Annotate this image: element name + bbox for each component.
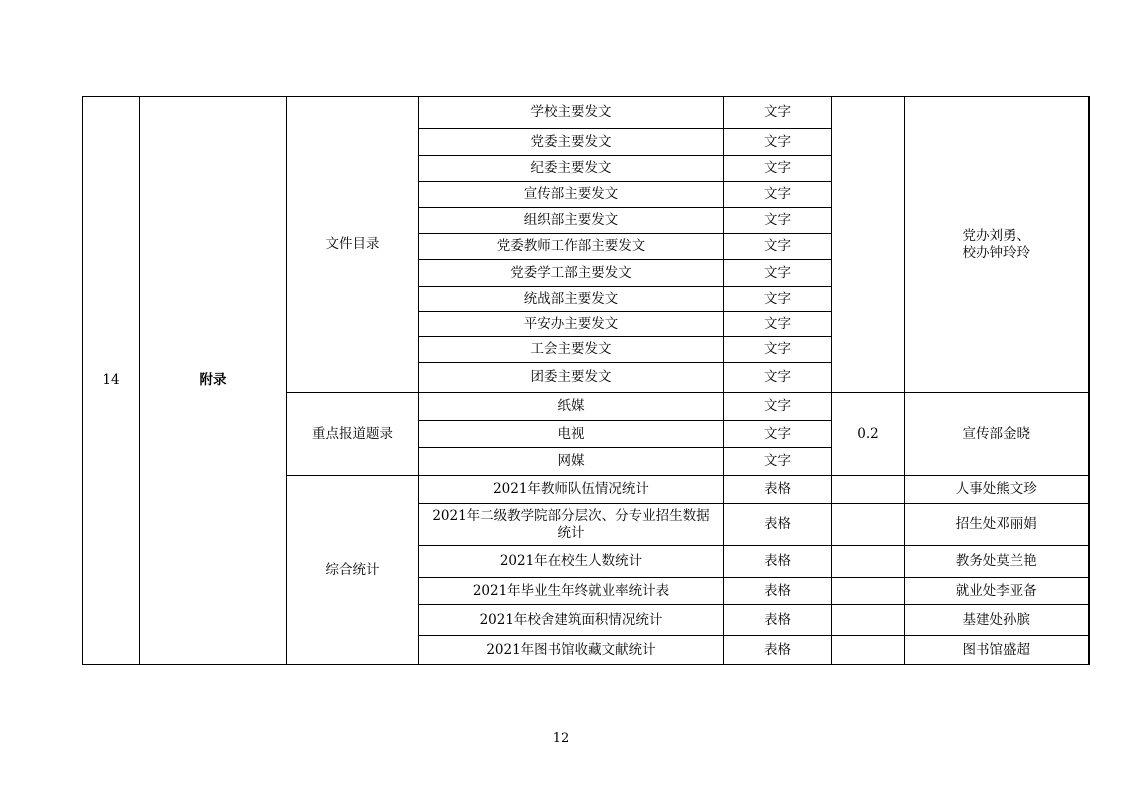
item-type-cell: 文字: [724, 129, 832, 156]
item-name-cell: 2021年二级教学院部分层次、分专业招生数据统计: [419, 504, 724, 546]
owner-cell: 就业处李亚备: [905, 578, 1089, 605]
item-name-cell: 纸媒: [419, 393, 724, 421]
page-number: 12: [552, 731, 570, 746]
item-type-cell: 文字: [724, 208, 832, 234]
owner-line: 校办钟玲玲: [962, 244, 1030, 261]
owner-cell: 宣传部金晓: [905, 393, 1089, 476]
section-title-cell: 附录: [140, 97, 287, 665]
item-name-cell: 党委主要发文: [419, 129, 724, 156]
owner-cell: 教务处莫兰艳: [905, 546, 1089, 578]
value-cell: [832, 504, 905, 546]
item-type-cell: 文字: [724, 97, 832, 129]
item-type-cell: 文字: [724, 421, 832, 448]
item-type-cell: 文字: [724, 260, 832, 287]
value-cell: [832, 578, 905, 605]
item-name-cell: 纪委主要发文: [419, 156, 724, 182]
value-cell: [832, 636, 905, 665]
owner-cell: 人事处熊文珍: [905, 476, 1089, 504]
item-type-cell: 文字: [724, 337, 832, 363]
item-type-cell: 文字: [724, 182, 832, 208]
value-cell: [832, 476, 905, 504]
item-type-cell: 表格: [724, 546, 832, 578]
item-type-cell: 表格: [724, 504, 832, 546]
item-name-cell: 统战部主要发文: [419, 287, 724, 312]
item-name-cell: 2021年在校生人数统计: [419, 546, 724, 578]
item-name-cell: 团委主要发文: [419, 363, 724, 393]
item-type-cell: 文字: [724, 156, 832, 182]
item-name-cell: 党委学工部主要发文: [419, 260, 724, 287]
item-name-cell: 学校主要发文: [419, 97, 724, 129]
item-name-cell: 组织部主要发文: [419, 208, 724, 234]
item-name-cell: 网媒: [419, 448, 724, 476]
category-cell: 综合统计: [287, 476, 419, 665]
row-index-cell: 14: [83, 97, 140, 665]
item-type-cell: 文字: [724, 448, 832, 476]
owner-cell: 基建处孙膑: [905, 605, 1089, 636]
item-type-cell: 表格: [724, 476, 832, 504]
item-name-cell: 平安办主要发文: [419, 312, 724, 337]
category-cell: 重点报道题录: [287, 393, 419, 476]
item-name-cell: 2021年图书馆收藏文献统计: [419, 636, 724, 665]
item-type-cell: 文字: [724, 287, 832, 312]
item-type-cell: 表格: [724, 605, 832, 636]
value-cell: [832, 605, 905, 636]
item-name-cell: 工会主要发文: [419, 337, 724, 363]
owner-cell: 图书馆盛超: [905, 636, 1089, 665]
value-cell: [832, 546, 905, 578]
item-name-cell: 2021年教师队伍情况统计: [419, 476, 724, 504]
item-name-cell: 2021年校舍建筑面积情况统计: [419, 605, 724, 636]
owner-cell: [905, 97, 1089, 393]
item-type-cell: 文字: [724, 363, 832, 393]
item-name-cell: 电视: [419, 421, 724, 448]
item-type-cell: 表格: [724, 636, 832, 665]
item-type-cell: 文字: [724, 234, 832, 260]
item-name-cell: 2021年毕业生年终就业率统计表: [419, 578, 724, 605]
owner-line: 党办刘勇、: [962, 227, 1030, 244]
appendix-table: [82, 96, 1090, 665]
item-name-cell: 宣传部主要发文: [419, 182, 724, 208]
item-type-cell: 文字: [724, 393, 832, 421]
value-cell: 0.2: [832, 393, 905, 476]
item-type-cell: 文字: [724, 312, 832, 337]
value-cell: [832, 97, 905, 393]
category-cell: 文件目录: [287, 97, 419, 393]
item-name-cell: 党委教师工作部主要发文: [419, 234, 724, 260]
item-type-cell: 表格: [724, 578, 832, 605]
owner-cell: 招生处邓丽娟: [905, 504, 1089, 546]
